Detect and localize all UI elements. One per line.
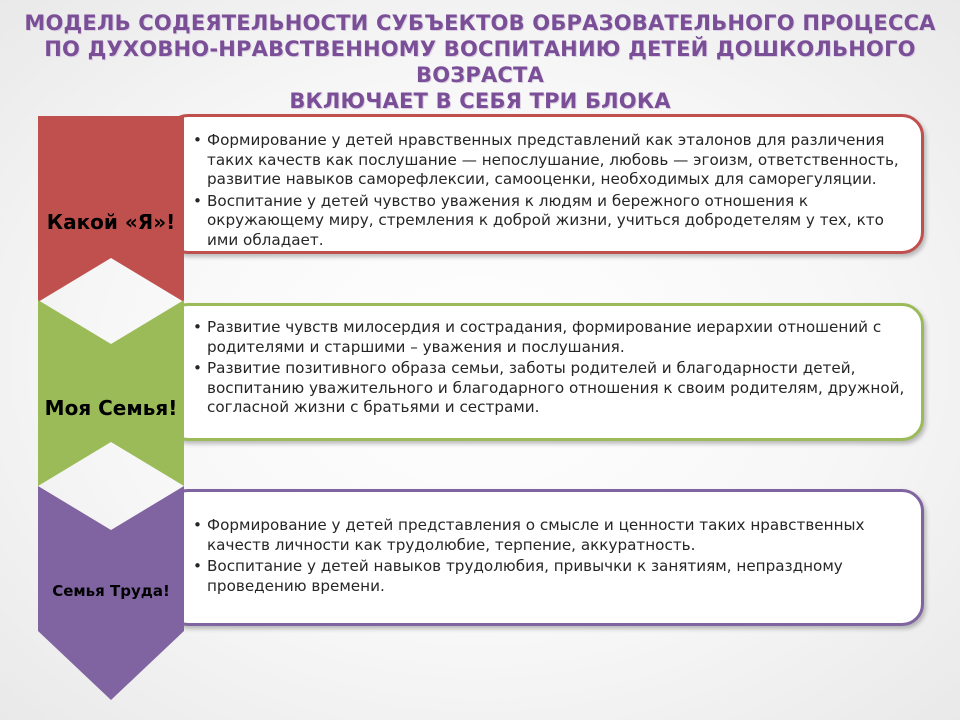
block-2-chevron-shape: [38, 300, 184, 486]
block-3-item-2: • Воспитание у детей навыков трудолюбия, привычки к занятиям, непраздному проведению времени.: [193, 557, 905, 596]
block-1-item-1: • Формирование у детей нравственных представлений как эталонов для различения таких качеств как послушание — непослушание, любовь — эгоизм, ответственность, развитие навыков саморефлексии, самооценки, необходимых для саморегуляции.: [193, 131, 905, 190]
block-1-label: Какой «Я»!: [46, 210, 176, 234]
block-3-panel: [166, 489, 924, 626]
block-3-label: Семья Труда!: [52, 582, 170, 600]
slide-title: [0, 10, 960, 114]
block-1-chevron: [36, 116, 186, 302]
block-2-chevron: [36, 300, 186, 486]
block-2-label: Моя Семья!: [44, 396, 178, 420]
title-line-3: ВКЛЮЧАЕТ В СЕБЯ ТРИ БЛОКА: [289, 89, 671, 113]
block-3-item-1: • Формирование у детей представления о смысле и ценности таких нравственных качеств личности как трудолюбие, терпение, аккуратность.: [193, 516, 905, 555]
block-1-list: [169, 117, 921, 250]
title-line-1: МОДЕЛЬ СОДЕЯТЕЛЬНОСТИ СУБЪЕКТОВ ОБРАЗОВАТЕЛЬНОГО ПРОЦЕССА: [24, 11, 936, 35]
block-2-list: [169, 306, 921, 418]
block-3-list: [169, 492, 921, 596]
block-2-item-1: • Развитие чувств милосердия и сострадания, формирование иерархии отношений с родителями и старшими – уважения и послушания.: [193, 318, 905, 357]
block-1-item-2: • Воспитание у детей чувство уважения к людям и бережного отношения к окружающему миру, стремления к доброй жизни, учиться добродетелям у тех, кто ими обладает.: [193, 192, 905, 251]
title-line-2: ПО ДУХОВНО-НРАВСТВЕННОМУ ВОСПИТАНИЮ ДЕТЕЙ ДОШКОЛЬНОГО ВОЗРАСТА: [44, 37, 916, 87]
block-2-item-2: • Развитие позитивного образа семьи, заботы родителей и благодарности детей, воспитанию уважительного и благодарного отношения к своим родителям, дружной, согласной жизни с братьями и сестрами.: [193, 359, 905, 418]
block-2-panel: [166, 303, 924, 441]
block-1-panel: [166, 114, 924, 254]
block-1-chevron-shape: [38, 116, 184, 302]
